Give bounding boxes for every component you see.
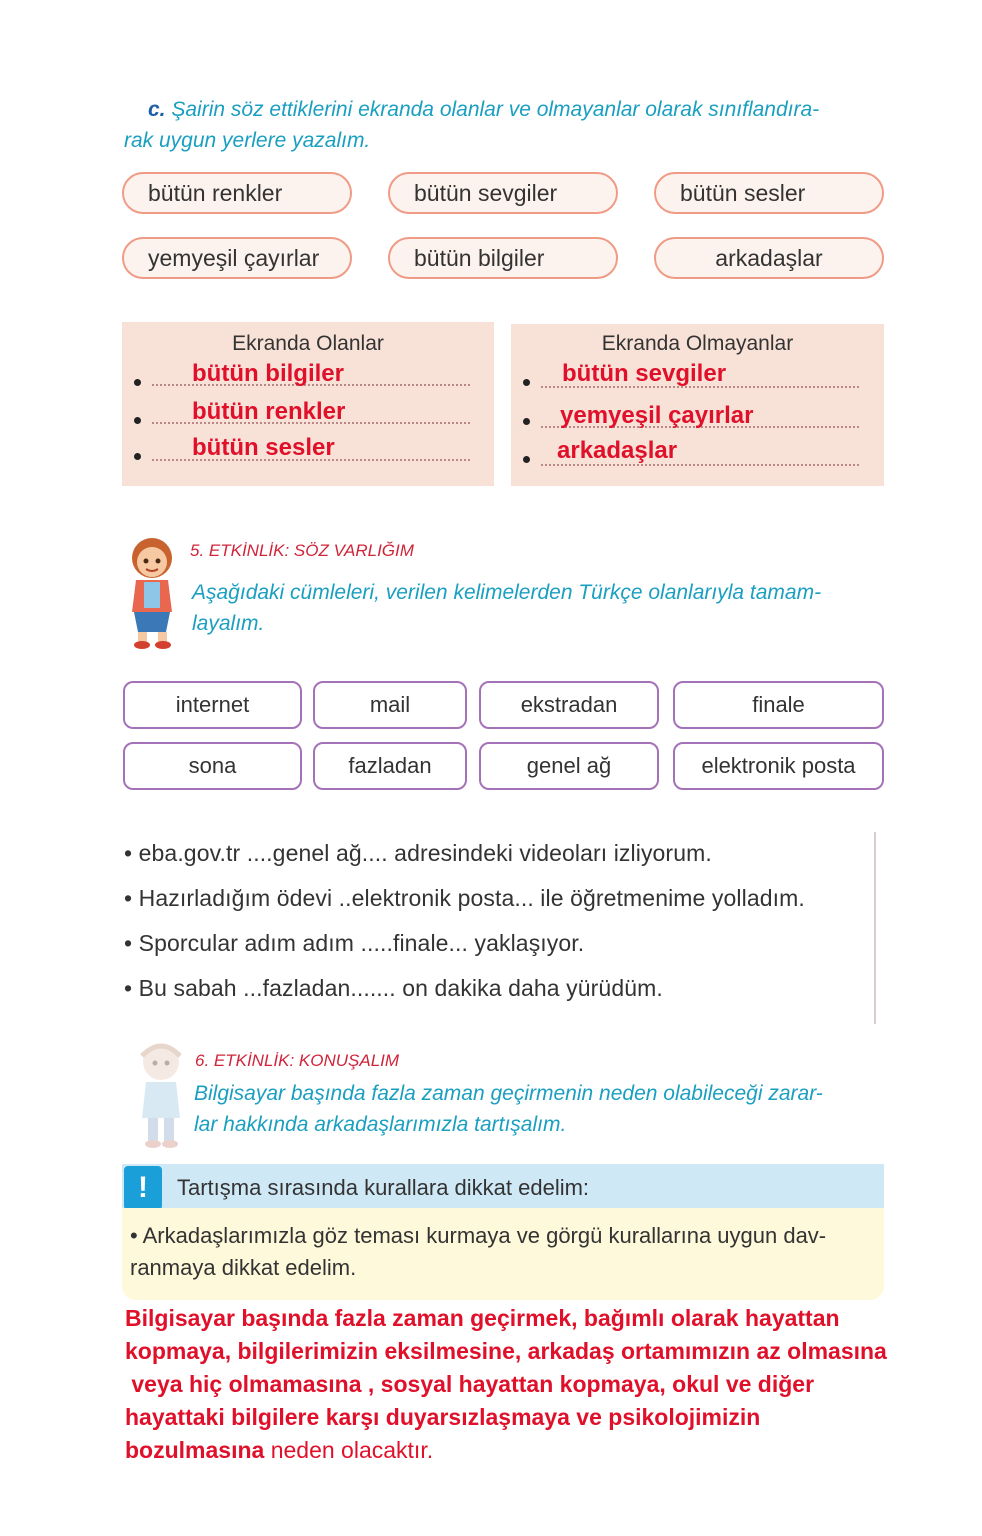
activity5-instruction-line2: layalım.	[192, 612, 265, 635]
activity5-title: 5. ETKİNLİK: SÖZ VARLIĞIM	[190, 541, 414, 560]
answer-text: bütün bilgiler	[192, 360, 344, 387]
section-c-instruction-line1: Şairin söz ettiklerini ekranda olanlar ve olmayanlar olarak sınıflandıra-	[171, 98, 820, 121]
word-pill: mail	[313, 681, 467, 729]
panel-ekranda-olanlar	[122, 322, 494, 486]
answer-line1: Bilgisayar başında fazla zaman geçirmek, bağımlı olarak hayattan	[125, 1305, 840, 1331]
bullet-icon	[523, 418, 530, 425]
girl-character-icon	[118, 536, 186, 650]
activity5-instruction	[192, 577, 912, 639]
answer-line4: hayattaki bilgilere karşı duyarsızlaşmaya ve psikolojimizin	[125, 1404, 761, 1430]
word-pill: yemyeşil çayırlar	[122, 237, 352, 279]
section-c-letter: c.	[148, 98, 166, 121]
rule-line2: ranmaya dikkat edelim.	[130, 1255, 357, 1280]
activity6-instruction-line1: Bilgisayar başında fazla zaman geçirmenin neden olabileceği zarar-	[194, 1082, 823, 1105]
word-pill: genel ağ	[479, 742, 659, 790]
answer-text: yemyeşil çayırlar	[560, 402, 754, 429]
word-pill: bütün sevgiler	[388, 172, 618, 214]
word-pill: ekstradan	[479, 681, 659, 729]
answer-line3: veya hiç olmamasına , sosyal hayattan kopmaya, okul ve diğer	[125, 1371, 815, 1397]
section-c-instruction	[124, 94, 904, 156]
bullet-icon	[523, 379, 530, 386]
rule-line1: • Arkadaşlarımızla göz teması kurmaya ve görgü kurallarına uygun dav-	[130, 1223, 827, 1248]
word-pill: bütün bilgiler	[388, 237, 618, 279]
rule-text	[130, 1220, 880, 1284]
word-pill: elektronik posta	[673, 742, 884, 790]
word-pill: sona	[123, 742, 302, 790]
answer-line5-bold: bozulmasına	[125, 1437, 265, 1463]
answer-text: bütün sevgiler	[562, 360, 727, 387]
answer-line2: kopmaya, bilgilerimizin eksilmesine, arkadaş ortamımızın az olmasına	[125, 1338, 887, 1364]
answer-text: bütün sesler	[192, 434, 335, 461]
student-answer	[125, 1302, 982, 1467]
word-pill: arkadaşlar	[654, 237, 884, 279]
bullet-icon	[134, 379, 141, 386]
activity6-title: 6. ETKİNLİK: KONUŞALIM	[195, 1051, 400, 1070]
answer-text: arkadaşlar	[557, 437, 678, 464]
panel-title: Ekranda Olmayanlar	[601, 332, 794, 355]
exclamation-icon: !	[124, 1166, 162, 1210]
word-pill: fazladan	[313, 742, 467, 790]
activity6-instruction-line2: lar hakkında arkadaşlarımızla tartışalım.	[194, 1113, 567, 1136]
rule-title: Tartışma sırasında kurallara dikkat edelim:	[177, 1175, 590, 1200]
sentence-item: • Hazırladığım ödevi ..elektronik posta... ile öğretmenime yolladım.	[124, 885, 805, 911]
word-pill: finale	[673, 681, 884, 729]
sentence-item: • eba.gov.tr ....genel ağ.... adresindeki videoları izliyorum.	[124, 840, 712, 866]
answer-line5	[125, 1434, 982, 1467]
sentence-item: • Bu sabah ...fazladan....... on dakika daha yürüdüm.	[124, 975, 663, 1001]
answer-line5-normal: neden olacaktır.	[264, 1437, 434, 1463]
sentence-item: • Sporcular adım adım .....finale... yaklaşıyor.	[124, 930, 585, 956]
bullet-icon	[134, 453, 141, 460]
answer-text: bütün renkler	[192, 398, 346, 425]
boy-character-icon	[130, 1040, 192, 1152]
activity5-instruction-line1: Aşağıdaki cümleleri, verilen kelimelerden Türkçe olanlarıyla tamam-	[192, 581, 822, 604]
panel-ekranda-olmayanlar	[511, 324, 884, 486]
bullet-icon	[134, 417, 141, 424]
sentences-divider	[874, 832, 876, 1024]
word-pill: internet	[123, 681, 302, 729]
word-pill: bütün renkler	[122, 172, 352, 214]
activity6-instruction	[194, 1078, 914, 1140]
bullet-icon	[523, 456, 530, 463]
panel-title: Ekranda Olanlar	[232, 332, 384, 355]
section-c-instruction-line2: rak uygun yerlere yazalım.	[124, 129, 371, 152]
word-pill: bütün sesler	[654, 172, 884, 214]
